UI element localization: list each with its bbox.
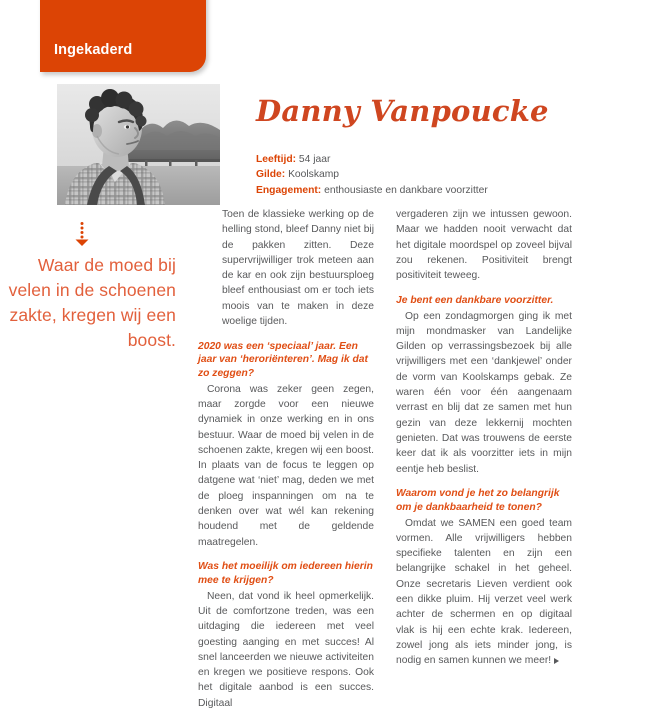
fact-row-guild [256, 167, 488, 182]
question-heading-4: Waarom vond je het zo belangrijk om je dankbaarheid te tonen? [396, 488, 560, 513]
profile-facts [256, 152, 488, 198]
fact-row-engagement [256, 183, 488, 198]
question-heading-2: Was het moeilijk om iedereen hierin mee te krijgen? [198, 561, 373, 587]
section-tab-banner [40, 0, 206, 72]
text-column-two [396, 207, 572, 669]
answer-paragraph-4-text: Omdat we SAMEN een goed team vormen. Alle vrijwilligers hebben specifieke talenten en zijn een belangrijke schakel in het geheel. Onze secretaris Lieven verdient ook een dikke pluim. Hij verzet veel werk achter de schermen en op digitaal vlak is hij een echte krak. Iedereen, zowel jong als iets minder jong, is nodig en samen kunnen we meer! [396, 517, 572, 667]
answer-paragraph-4 [396, 516, 572, 669]
end-of-article-triangle-icon [554, 658, 559, 664]
answer-paragraph-2-continuation: vergaderen zijn we intussen gewoon. Maar we hadden nooit verwacht dat het digitale moordspel op zoveel bijval zou rekenen. Positiviteit brengt positiviteit teweeg. [396, 209, 572, 282]
answer-paragraph-3: Op een zondagmorgen ging ik met mijn mondmasker van Landelijke Gilden op verrassingsbezoek bij alle vrijwilligers met een ‘dankjewel’ onder de vorm van Koolskamps gebak. Ze waren één voor één aangenaam verrast en blij dat ze samen met hun gezin van deze lekkernij mochten genieten. Dat was trouwens de eerste keer dat ik als voorzitter iets in mijn eentje heb beslist. [396, 310, 572, 475]
portrait-photo [57, 84, 220, 205]
text-column-one [198, 207, 374, 711]
fact-label-age: Leeftijd: [256, 154, 297, 165]
pullquote-rail [0, 222, 186, 353]
fact-label-engagement: Engagement: [256, 184, 322, 196]
fact-value-guild: Koolskamp [288, 169, 339, 181]
section-tab-label: Ingekaderd [54, 42, 133, 58]
dotted-arrow-down-icon [0, 222, 186, 246]
question-heading-3: Je bent een dankbare voorzitter. [396, 294, 554, 306]
portrait-photo-image [57, 84, 220, 205]
pullquote-text: Waar de moed bij velen in de schoenen zakte, kregen wij een boost. [8, 255, 176, 350]
fact-value-age: 54 jaar [298, 154, 331, 165]
answer-paragraph-1: Corona was zeker geen zegen, maar zorgde voor een nieuwe dynamiek in onze werking en in ons bestuur. Waar de moed bij velen in de schoenen zakte, kregen wij een boost. In plaats van de focus te leggen op datgene wat ‘niet’ mag, deden we met de ploeg inspanningen om na te denken over wat wél kan rekening houdend met de geldende maatregelen. [198, 383, 374, 548]
fact-label-guild: Gilde: [256, 169, 286, 181]
answer-paragraph-2: Neen, dat vond ik heel opmerkelijk. Uit de comfortzone treden, was een uitdaging die iedereen met veel goesting aanging en met succes! Al snel lanceerden we nieuwe activiteiten en kregen we positieve respons. Ook het digitale aanbod is een succes. Digitaal [198, 590, 374, 709]
fact-value-engagement: enthousiaste en dankbare voorzitter [324, 184, 488, 196]
fact-row-age [256, 152, 488, 167]
page-title: Danny Vanpoucke [256, 94, 549, 128]
question-heading-1: 2020 was een ‘speciaal’ jaar. Een jaar van ‘heroriënteren’. Mag ik dat zo zeggen? [198, 340, 368, 380]
intro-paragraph: Toen de klassieke werking op de helling stond, bleef Danny niet bij de pakken zitten. Deze supervrijwilliger trok meteen aan de kar en ook zijn bestuursploeg bleef enthousiast om er toch iets moois van te maken in deze woelige tijden. [222, 209, 374, 328]
